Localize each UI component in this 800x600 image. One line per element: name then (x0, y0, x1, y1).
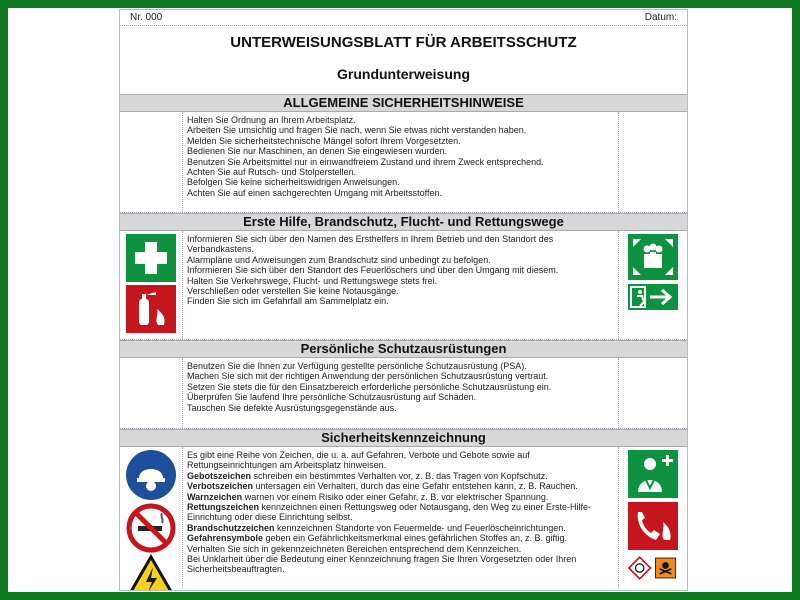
assembly-point-icon (628, 234, 678, 280)
text-line: Bedienen Sie nur Maschinen, an denen Sie eingewiesen wurden. (187, 146, 448, 157)
text-line (187, 533, 614, 543)
doctor-icon (628, 450, 678, 498)
text-line: Benutzen Sie die Ihnen zur Verfügung gestellte persönliche Schutzausrüstung (PSA). (187, 361, 527, 371)
text-line: Arbeiten Sie umsichtig und fragen Sie nach, wenn Sie etwas nicht verstanden haben. (187, 125, 527, 136)
text-line: Melden Sie sicherheitstechnische Mängel sofort Ihrem Vorgesetzten. (187, 135, 461, 146)
text-line: Alarmpläne und Anweisungen zum Brandschutz sind unbedingt zu befolgen. (187, 254, 491, 265)
text-line: Tauschen Sie defekte Ausrüstungsgegenstände aus. (187, 402, 397, 413)
document-number: Nr. 000 (130, 12, 163, 23)
text-line (187, 523, 614, 533)
text-line (187, 502, 614, 523)
text-line (187, 481, 614, 491)
term-desc: warnen vor einem Risiko oder einer Gefahr, z. B. vor elektrischer Spannung. (242, 491, 549, 502)
fire-phone-icon (628, 502, 678, 550)
text-line: Es gibt eine Reihe von Zeichen, die u. a. auf Gefahren, Verbote und Gebote sowie auf Rettungseinrichtungen am Arbeitsplatz hinweisen. (187, 450, 530, 471)
text-line: Achten Sie auf Rutsch- und Stolperstellen. (187, 167, 357, 178)
text-line: Halten Sie Ordnung an Ihrem Arbeitsplatz. (187, 115, 356, 125)
first-aid-icon (126, 234, 176, 282)
term: Brandschutzzeichen (187, 522, 275, 533)
section-general-row (120, 112, 687, 213)
text-line: Benutzen Sie Arbeitsmittel nur in einwandfreiem Zustand und ihrem Zweck entsprechend. (187, 156, 544, 167)
page-title: UNTERWEISUNGSBLATT FÜR ARBEITSSCHUTZ (230, 34, 577, 51)
section-general-left (120, 112, 183, 212)
text-line: Finden Sie sich im Gefahrfall am Sammelplatz ein. (187, 296, 389, 307)
section-signage-row (120, 447, 687, 590)
term-desc: kennzeichnen Standorte von Feuermelde- und Feuerlöscheinrichtungen. (274, 522, 566, 533)
term: Gebotszeichen (187, 470, 252, 481)
section-general-right (618, 112, 687, 212)
no-smoking-icon (126, 504, 176, 552)
term-desc: untersagen ein Verhalten, durch das eine Gefahr entstehen kann, z. B. Rauchen. (253, 481, 578, 492)
text-line: Verhalten Sie sich in gekennzeichneten Bereichen entsprechend dem Kennzeichen. (187, 543, 522, 554)
section-header-general: ALLGEMEINE SICHERHEITSHINWEISE (120, 94, 687, 112)
text-line: Informieren Sie sich über den Namen des Ersthelfers in Ihrem Betrieb und den Standort des Verbandkastens. (187, 234, 554, 255)
term: Gefahrensymbole (187, 533, 264, 544)
term: Verbotszeichen (187, 481, 254, 492)
emergency-exit-icon (628, 284, 678, 310)
section-header-ppe: Persönliche Schutzausrüstungen (120, 340, 687, 358)
text-line: Verschließen oder verstellen Sie keine Notausgänge. (187, 286, 399, 297)
text-line: Befolgen Sie keine sicherheitswidrigen Anweisungen. (187, 177, 400, 188)
helmet-mandatory-icon (126, 450, 176, 500)
section-first-aid-left (120, 231, 183, 339)
section-signage-right (618, 447, 687, 590)
term-desc: kennzeichnen einen Rettungsweg oder Notausgang, den Weg zu einer Erste-Hilfe-Einrichtung oder diese Einrichtung selbst. (187, 502, 592, 523)
section-first-aid-row (120, 231, 687, 340)
text-line: Halten Sie Verkehrswege, Flucht- und Rettungswege stets frei. (187, 275, 438, 286)
section-ppe-row (120, 358, 687, 429)
text-line (187, 492, 614, 502)
term: Rettungszeichen (187, 502, 260, 513)
section-first-aid-right (618, 231, 687, 339)
document-page (120, 10, 687, 590)
hazard-symbols-icon (628, 553, 678, 583)
page-subtitle: Grundunterweisung (337, 66, 470, 82)
term: Warnzeichen (187, 491, 243, 502)
text-line: Informieren Sie sich über den Standort des Feuerlöschers und über den Umgang mit diesem. (187, 265, 559, 276)
text-line: Machen Sie sich mit der richtigen Anwendung der persönlichen Schutzausrüstung vertraut. (187, 371, 549, 382)
section-first-aid-text (183, 231, 618, 339)
text-line: Setzen Sie stets die für den Einsatzbereich erforderliche persönliche Schutzausrüstung ein. (187, 381, 552, 392)
text-line (187, 471, 614, 481)
section-signage-left (120, 447, 183, 590)
section-header-signage: Sicherheitskennzeichnung (120, 429, 687, 447)
section-signage-text (183, 447, 618, 590)
section-header-first-aid: Erste Hilfe, Brandschutz, Flucht- und Rettungswege (120, 213, 687, 231)
date-label: Datum: (644, 12, 677, 23)
section-general-text (183, 112, 618, 212)
section-ppe-right (618, 358, 687, 428)
high-voltage-warning-icon (126, 554, 176, 590)
term-desc: schreiben ein bestimmtes Verhalten vor, z. B. das Tragen von Kopfschutz. (251, 470, 548, 481)
text-line: Überprüfen Sie laufend Ihre persönliche Schutzausrüstung auf Schäden. (187, 392, 477, 403)
text-line: Achten Sie auf einen sachgerechten Umgang mit Arbeitsstoffen. (187, 187, 442, 198)
term-desc: geben ein Gefährlichkeitsmerkmal eines gefährlichen Stoffes an, z. B. giftig. (263, 533, 568, 544)
text-line: Bei Unklarheit über die Bedeutung einer Kennzeichnung fragen Sie Ihren Vorgesetzten oder Ihren Sicherheitsbeauftragten. (187, 554, 577, 575)
page-header-bar (120, 10, 687, 26)
fire-extinguisher-icon (126, 285, 176, 333)
section-ppe-left (120, 358, 183, 428)
section-ppe-text (183, 358, 618, 428)
